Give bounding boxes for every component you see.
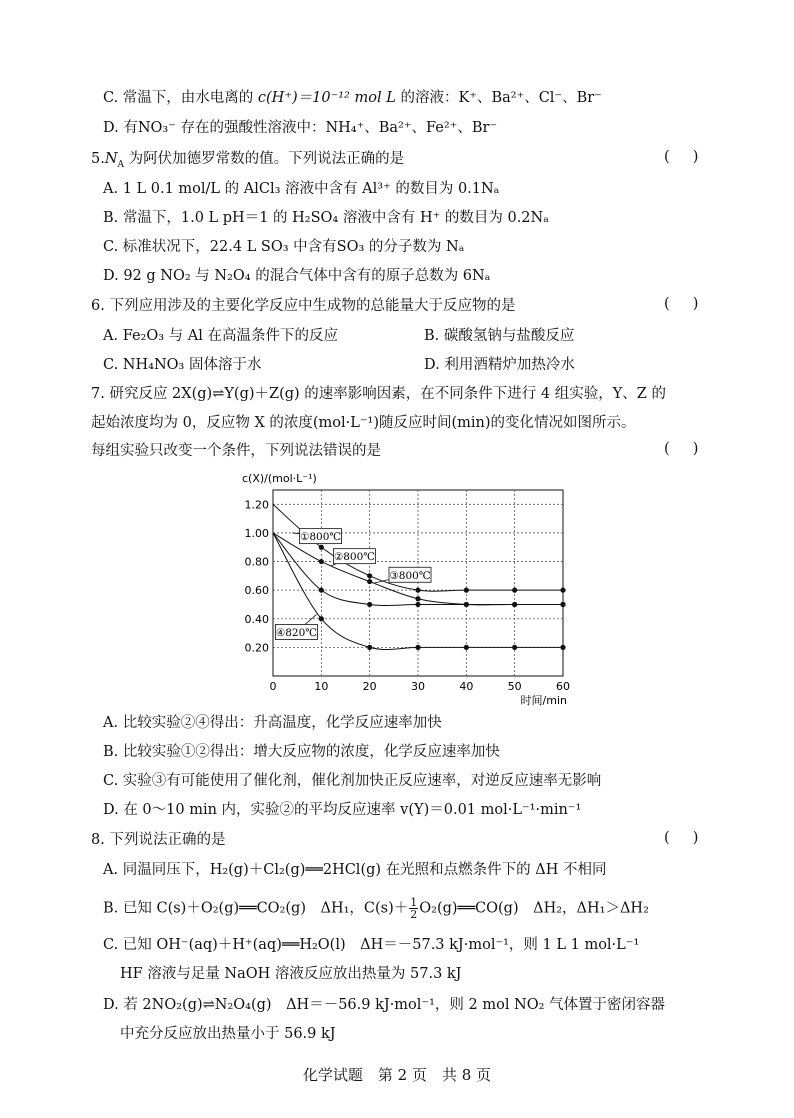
series-label: ①800℃ (299, 531, 342, 544)
q7-option-b: B. 比较实验①②得出：增大反应物的浓度，化学反应速率加快 (103, 744, 500, 760)
q6-option-a: A. Fe₂O₃ 与 Al 在高温条件下的反应 (103, 328, 338, 344)
q8-answer-blank: ( ) (664, 830, 699, 846)
x-tick-label: 30 (411, 680, 425, 693)
y-tick-label: 1.20 (244, 498, 269, 512)
q7-option-a: A. 比较实验②④得出：升高温度，化学反应速率加快 (103, 715, 442, 731)
y-tick-label: 0.80 (244, 555, 269, 569)
data-point-series-3 (319, 588, 324, 593)
x-tick-label: 10 (314, 680, 329, 693)
data-point-series-1 (367, 573, 372, 578)
y-tick-label: 0.20 (244, 641, 269, 655)
data-point-series-3 (512, 602, 517, 607)
data-point-series-4 (319, 616, 324, 621)
q5-option-d: D. 92 g NO₂ 与 N₂O₄ 的混合气体中含有的原子总数为 6Nₐ (103, 268, 491, 284)
q7-answer-blank: ( ) (664, 441, 699, 457)
q6-answer-blank: ( ) (664, 296, 699, 312)
x-tick-label: 40 (459, 680, 474, 693)
q8-option-d-line2: 中充分反应放出热量小于 56.9 kJ (120, 1026, 336, 1042)
q4-option-d: D. 有NO₃⁻ 存在的强酸性溶液中：NH₄⁺、Ba²⁺、Fe²⁺、Br⁻ (103, 120, 498, 136)
y-tick-label: 1.00 (244, 526, 269, 540)
q5-stem: $5.N_A$ 为阿伏加德罗常数的值。下列说法正确的是 (91, 151, 405, 170)
x-tick-label: 0 (269, 680, 277, 693)
data-point-series-3 (367, 602, 372, 607)
data-point-series-4 (512, 645, 517, 650)
data-point-series-1 (464, 588, 469, 593)
q4-option-c: C. 常温下，由水电离的 c(H⁺)＝10⁻¹² mol L 的溶液：K⁺、Ba²⁺、Cl⁻、Br⁻ (103, 90, 602, 106)
q8-option-d-line1: D. 若 2NO₂(g)⇌N₂O₄(g) ΔH＝－56.9 kJ·mol⁻¹，则 2 mol NO₂ 气体置于密闭容器 (103, 997, 666, 1013)
q5-answer-blank: ( ) (664, 149, 699, 165)
data-point-series-4 (560, 645, 565, 650)
q8-option-c-line2: HF 溶液与足量 NaOH 溶液反应放出热量为 57.3 kJ (120, 966, 462, 982)
data-point-series-4 (367, 645, 372, 650)
fraction-one-half: $\frac{1}{2}$ (410, 896, 418, 921)
q7-option-c: C. 实验③有可能使用了催化剂，催化剂加快正反应速率，对逆反应速率无影响 (103, 773, 602, 789)
x-tick-label: 50 (507, 680, 522, 693)
series-label: ④820℃ (275, 626, 318, 639)
q7-stem-line3: 每组实验只改变一个条件，下列说法错误的是 (91, 443, 381, 459)
q7-stem-line1: 7. 研究反应 2X(g)⇌Y(g)＋Z(g) 的速率影响因素，在不同条件下进行 4 组实验，Y、Z 的 (91, 386, 666, 402)
y-axis-label: c(X)/(mol·L⁻¹) (242, 472, 317, 485)
data-point-series-1 (319, 545, 324, 550)
data-point-series-3 (415, 602, 420, 607)
page-footer: 化学试题 第 2 页 共 8 页 (302, 1066, 492, 1084)
q8-option-a: A. 同温同压下，H₂(g)＋Cl₂(g)══2HCl(g) 在光照和点燃条件下的 ΔH 不相同 (103, 862, 607, 878)
q5-option-a: A. 1 L 0.1 mol/L 的 AlCl₃ 溶液中含有 Al³⁺ 的数目为 0.1Nₐ (103, 181, 500, 197)
q5-option-b: B. 常温下，1.0 L pH＝1 的 H₂SO₄ 溶液中含有 H⁺ 的数目为 0.2Nₐ (103, 210, 549, 226)
series-label: ③800℃ (389, 569, 431, 582)
q8-option-b: B. 已知 C(s)＋O₂(g)══CO₂(g) ΔH₁，C(s)＋ $\frac{1}{2}$ O₂(g)══CO(g) ΔH₂，ΔH₁＞ΔH₂ (103, 896, 649, 921)
y-tick-label: 0.60 (244, 584, 269, 598)
series-label: ②800℃ (333, 551, 376, 564)
x-tick-label: 20 (362, 680, 377, 693)
data-point-series-1 (512, 588, 517, 593)
data-point-series-2 (367, 579, 372, 584)
data-point-series-1 (415, 588, 420, 593)
data-point-series-3 (464, 602, 469, 607)
data-point-series-3 (560, 602, 565, 607)
q7-stem-line2: 起始浓度均为 0，反应物 X 的浓度(mol·L⁻¹)随反应时间(min)的变化情况如图所示。 (91, 415, 636, 431)
data-point-series-4 (415, 645, 420, 650)
q8-option-c-line1: C. 已知 OH⁻(aq)＋H⁺(aq)══H₂O(l) ΔH＝－57.3 kJ·mol⁻¹，则 1 L 1 mol·L⁻¹ (103, 937, 640, 953)
q6-stem: 6. 下列应用涉及的主要化学反应中生成物的总能量大于反应物的是 (91, 298, 516, 314)
q6-option-d: D. 利用酒精炉加热冷水 (424, 357, 575, 373)
data-point-series-4 (464, 645, 469, 650)
x-tick-label: 60 (556, 680, 570, 693)
x-axis-label: 时间/min (520, 694, 567, 707)
q5-option-c: C. 标准状况下，22.4 L SO₃ 中含有SO₃ 的分子数为 Nₐ (103, 239, 465, 255)
data-point-series-1 (560, 588, 565, 593)
concentration-time-chart (230, 470, 580, 707)
data-point-series-2 (319, 559, 324, 564)
q8-stem: 8. 下列说法正确的是 (91, 832, 226, 848)
data-point-series-2 (415, 596, 420, 601)
q7-option-d: D. 在 0～10 min 内，实验②的平均反应速率 v(Y)＝0.01 mol·L⁻¹·min⁻¹ (103, 802, 582, 818)
q6-option-c: C. NH₄NO₃ 固体溶于水 (103, 357, 262, 373)
y-tick-label: 0.40 (244, 612, 269, 626)
q6-option-b: B. 碳酸氢钠与盐酸反应 (424, 328, 575, 344)
